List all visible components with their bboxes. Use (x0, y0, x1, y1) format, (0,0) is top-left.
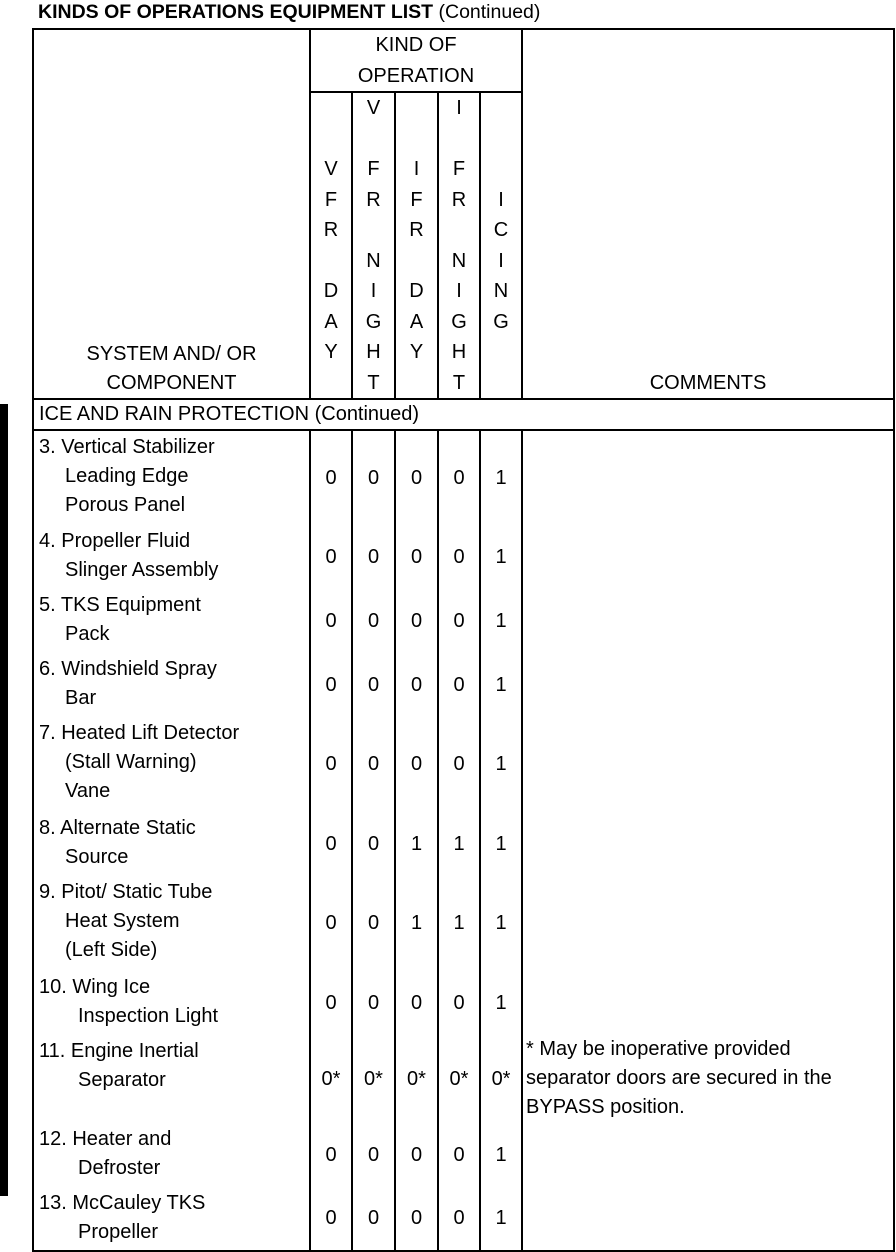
header-letter: I (413, 158, 420, 180)
header-system-component: SYSTEM AND/ OR COMPONENT (33, 29, 310, 399)
component-cell (33, 430, 310, 525)
table-row (33, 589, 894, 653)
header-letter: G (451, 310, 467, 333)
component-line: Defroster (78, 1157, 161, 1179)
value-cell-vfr-night: 0* (352, 1035, 395, 1123)
table-row (33, 1123, 894, 1187)
header-letter: I (498, 188, 504, 211)
value-cell-icing: 0* (480, 1035, 522, 1123)
equipment-table (32, 28, 895, 1252)
component-cell (33, 876, 310, 971)
value-cell-vfr-night: 0 (352, 812, 395, 876)
comments-cell (522, 525, 894, 589)
value-cell-vfr-day: 0 (310, 589, 352, 653)
header-col-ifr-day (395, 92, 438, 399)
header-kind-of-operation (310, 29, 522, 92)
header-letter: T (367, 371, 380, 394)
header-letter (481, 368, 521, 399)
header-letter: H (366, 341, 381, 363)
component-line: Vane (65, 780, 111, 802)
value-cell-ifr-day: 0 (395, 653, 438, 717)
header-letter: R (451, 188, 467, 211)
value-cell-icing: 1 (480, 1123, 522, 1187)
value-cell-vfr-day: 0 (310, 971, 352, 1035)
header-letter: A (409, 310, 424, 333)
value-cell-ifr-night: 0 (438, 589, 480, 653)
header-letter (311, 93, 351, 124)
component-cell (33, 1035, 310, 1123)
header-letter: V (324, 158, 338, 180)
header-letter: A (324, 310, 338, 333)
header-letter: Y (324, 341, 338, 363)
header-letter: Y (409, 341, 424, 363)
section-header: ICE AND RAIN PROTECTION (Continued) (33, 399, 894, 430)
header-col-ifr-night (438, 92, 480, 399)
component-line: 3. Vertical Stabilizer (39, 436, 215, 458)
value-cell-ifr-night: 0 (438, 1187, 480, 1251)
header-letter: C (493, 219, 509, 241)
header-col-vfr-night (352, 92, 395, 399)
header-letter: V (366, 97, 381, 119)
page-title (38, 1, 540, 23)
header-letter (311, 246, 351, 277)
component-cell (33, 971, 310, 1035)
header-letter (481, 93, 521, 124)
header-kind-line2: OPERATION (357, 64, 475, 87)
comments-cell (522, 430, 894, 525)
component-line: Inspection Light (78, 1005, 219, 1027)
title-bold: KINDS OF OPERATIONS EQUIPMENT LIST (38, 1, 434, 23)
table-row (33, 1035, 894, 1123)
header-letter: R (409, 219, 424, 241)
value-cell-vfr-night: 0 (352, 1123, 395, 1187)
component-line: 12. Heater and (39, 1128, 172, 1150)
component-line: Pack (65, 623, 110, 645)
header-letter (439, 215, 479, 246)
header-letter: F (410, 188, 423, 211)
component-line: 13. McCauley TKS (39, 1192, 206, 1214)
value-cell-ifr-day: 0 (395, 971, 438, 1035)
value-cell-vfr-day: 0 (310, 1187, 352, 1251)
header-letter (396, 246, 437, 277)
value-cell-ifr-day: 0 (395, 430, 438, 525)
value-cell-vfr-day: 0 (310, 812, 352, 876)
revision-change-bar (0, 404, 8, 1196)
component-line: Separator (78, 1069, 166, 1091)
comments-cell (522, 589, 894, 653)
value-cell-vfr-day: 0 (310, 876, 352, 971)
component-cell (33, 525, 310, 589)
header-letter (396, 93, 437, 124)
table-row (33, 1187, 894, 1251)
component-line: Leading Edge (65, 465, 189, 487)
value-cell-ifr-night: 0* (438, 1035, 480, 1123)
header-letter: F (324, 188, 338, 211)
value-cell-ifr-day: 0* (395, 1035, 438, 1123)
table-row (33, 717, 894, 812)
value-cell-vfr-day: 0 (310, 1123, 352, 1187)
header-letter: I (370, 280, 377, 302)
value-cell-icing: 1 (480, 812, 522, 876)
header-letter: R (323, 219, 339, 241)
header-comments: COMMENTS (522, 29, 894, 399)
comments-cell (522, 653, 894, 717)
value-cell-ifr-night: 0 (438, 653, 480, 717)
header-letter: R (366, 188, 381, 211)
value-cell-icing: 1 (480, 430, 522, 525)
component-line: Heat System (65, 910, 180, 932)
header-letter (311, 368, 351, 399)
header-letter (481, 337, 521, 368)
title-suffix: (Continued) (438, 1, 541, 23)
component-line: 6. Windshield Spray (39, 658, 217, 680)
comment-line: BYPASS position. (526, 1096, 685, 1118)
header-letter: D (409, 280, 424, 302)
component-cell (33, 589, 310, 653)
table-row (33, 812, 894, 876)
header-letter: N (366, 249, 381, 272)
header-letter (396, 124, 437, 155)
value-cell-ifr-day: 0 (395, 717, 438, 812)
value-cell-ifr-night: 0 (438, 717, 480, 812)
value-cell-vfr-day: 0* (310, 1035, 352, 1123)
component-line: (Stall Warning) (65, 751, 197, 773)
comments-cell (522, 812, 894, 876)
value-cell-icing: 1 (480, 589, 522, 653)
value-cell-ifr-night: 0 (438, 1123, 480, 1187)
header-letter: F (367, 158, 380, 180)
value-cell-icing: 1 (480, 1187, 522, 1251)
header-kind-line1: KIND OF (375, 34, 457, 56)
component-line: Slinger Assembly (65, 559, 219, 581)
value-cell-icing: 1 (480, 971, 522, 1035)
value-cell-icing: 1 (480, 876, 522, 971)
table-row (33, 430, 894, 525)
header-letter (396, 368, 437, 399)
comments-cell (522, 717, 894, 812)
table-row (33, 525, 894, 589)
component-cell (33, 812, 310, 876)
value-cell-vfr-night: 0 (352, 1187, 395, 1251)
header-letter: I (456, 280, 462, 302)
component-cell (33, 1123, 310, 1187)
value-cell-vfr-night: 0 (352, 653, 395, 717)
value-cell-ifr-day: 1 (395, 876, 438, 971)
header-letter (439, 124, 479, 155)
comments-cell (522, 1035, 894, 1123)
comment-line: separator doors are secured in the (526, 1067, 832, 1089)
header-letter: N (493, 280, 509, 302)
value-cell-vfr-night: 0 (352, 525, 395, 589)
value-cell-ifr-night: 1 (438, 876, 480, 971)
table-row (33, 876, 894, 971)
value-cell-ifr-night: 0 (438, 525, 480, 589)
value-cell-ifr-day: 0 (395, 589, 438, 653)
value-cell-ifr-day: 0 (395, 1123, 438, 1187)
header-letter: N (451, 249, 467, 272)
header-letter (481, 154, 521, 185)
component-line: 10. Wing Ice (39, 976, 151, 998)
component-cell (33, 717, 310, 812)
value-cell-ifr-day: 0 (395, 1187, 438, 1251)
value-cell-icing: 1 (480, 525, 522, 589)
comments-cell (522, 1123, 894, 1187)
value-cell-vfr-night: 0 (352, 430, 395, 525)
value-cell-vfr-night: 0 (352, 971, 395, 1035)
component-line: 5. TKS Equipment (39, 594, 201, 616)
header-letter: F (452, 158, 466, 180)
value-cell-ifr-day: 1 (395, 812, 438, 876)
header-col-vfr-day (310, 92, 352, 399)
header-letter: I (456, 97, 462, 119)
comments-cell (522, 876, 894, 971)
header-letter: G (493, 310, 509, 333)
header-letter: I (498, 249, 504, 272)
component-line: Porous Panel (65, 494, 186, 516)
value-cell-ifr-night: 0 (438, 430, 480, 525)
component-line: Source (65, 846, 129, 868)
component-line: 4. Propeller Fluid (39, 530, 191, 552)
component-line: Bar (65, 687, 97, 709)
component-line: 9. Pitot/ Static Tube (39, 881, 213, 903)
component-cell (33, 653, 310, 717)
value-cell-vfr-day: 0 (310, 717, 352, 812)
value-cell-icing: 1 (480, 653, 522, 717)
value-cell-vfr-day: 0 (310, 653, 352, 717)
component-line: 8. Alternate Static (39, 817, 196, 839)
comments-cell (522, 971, 894, 1035)
value-cell-vfr-day: 0 (310, 525, 352, 589)
header-letter (353, 124, 394, 155)
component-cell (33, 1187, 310, 1251)
value-cell-ifr-day: 0 (395, 525, 438, 589)
header-col-icing (480, 92, 522, 399)
value-cell-ifr-night: 0 (438, 971, 480, 1035)
table-row (33, 971, 894, 1035)
component-line: 7. Heated Lift Detector (39, 722, 240, 744)
header-letter: G (365, 310, 382, 333)
header-letter: H (451, 341, 467, 363)
table-row (33, 653, 894, 717)
header-letter: T (452, 371, 466, 394)
value-cell-vfr-night: 0 (352, 876, 395, 971)
value-cell-vfr-day: 0 (310, 430, 352, 525)
value-cell-ifr-night: 1 (438, 812, 480, 876)
header-letter (353, 215, 394, 246)
value-cell-vfr-night: 0 (352, 717, 395, 812)
comment-line: * May be inoperative provided (526, 1038, 791, 1060)
component-line: 11. Engine Inertial (39, 1040, 199, 1062)
value-cell-vfr-night: 0 (352, 589, 395, 653)
comments-cell (522, 1187, 894, 1251)
header-letter: D (323, 280, 339, 302)
component-line: (Left Side) (65, 939, 158, 961)
header-letter (311, 124, 351, 155)
value-cell-icing: 1 (480, 717, 522, 812)
component-line: Propeller (78, 1221, 159, 1243)
header-letter (481, 124, 521, 155)
